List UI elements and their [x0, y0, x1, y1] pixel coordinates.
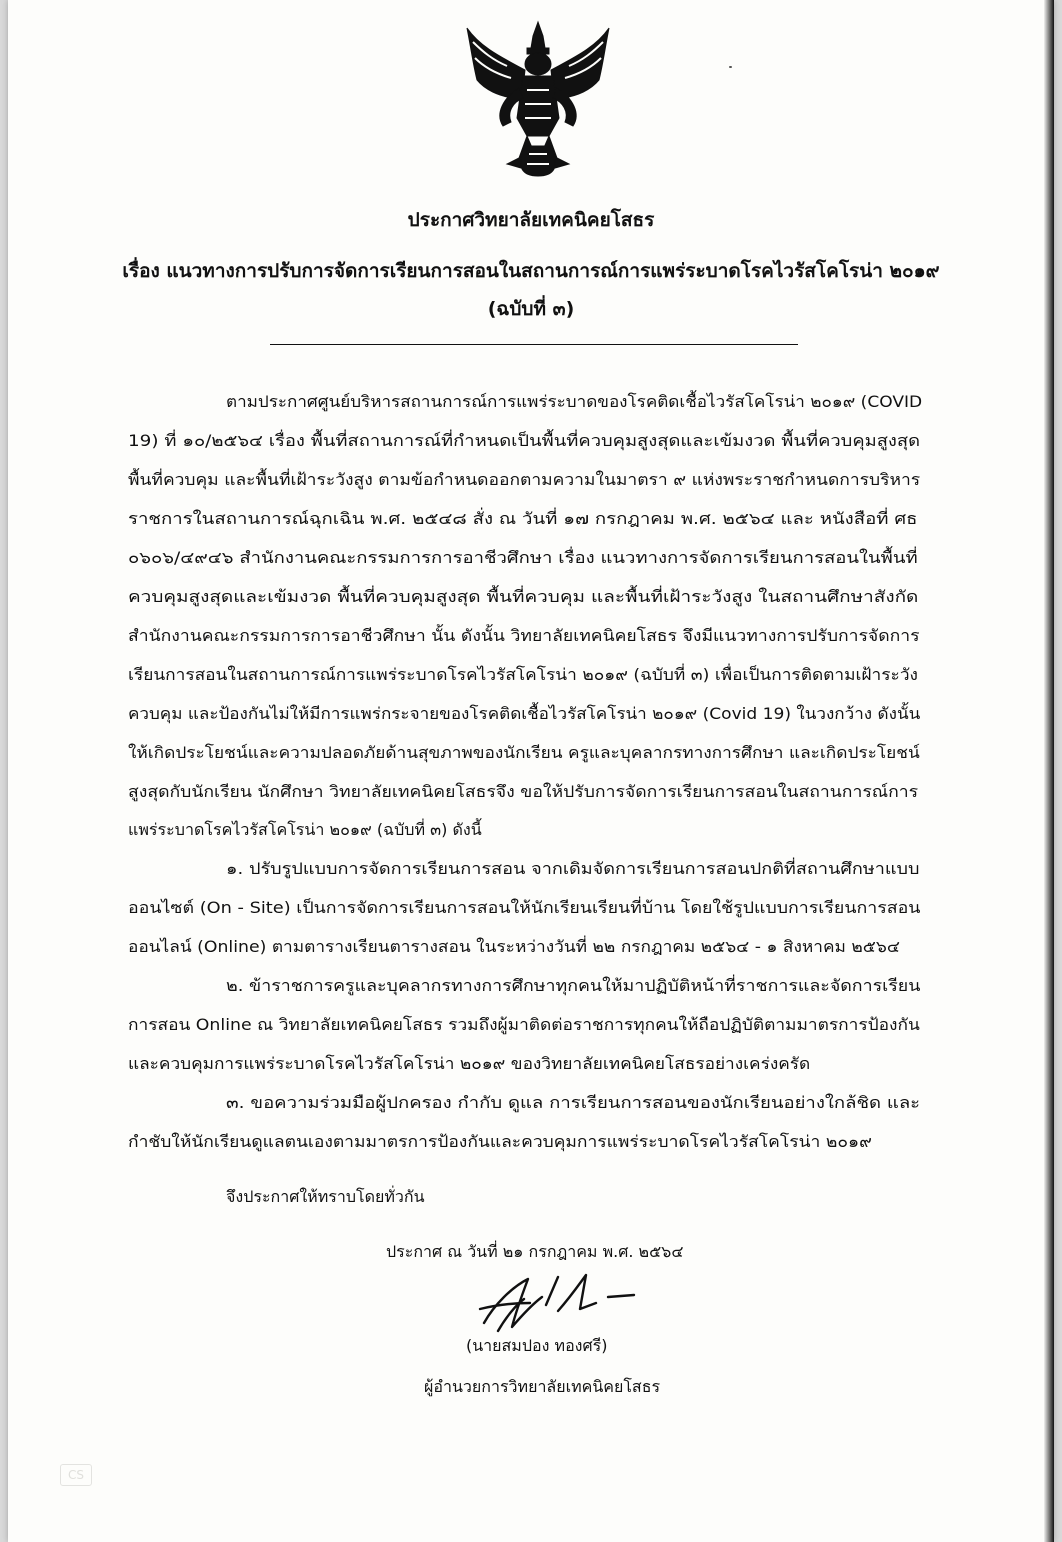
list-item-1-cont: ออนไซต์ (On - Site) เป็นการจัดการเรียนการสอนให้นักเรียนเรียนที่บ้าน โดยใช้รูปแบบการเรียนการสอน — [128, 898, 921, 917]
body-line: ควบคุม และป้องกันไม่ให้มีการแพร่กระจายของโรคติดเชื้อไวรัสโคโรน่า ๒๐๑๙ (Covid 19) ในวงกว้าง ดังนั้น — [128, 704, 921, 723]
list-item-2-cont: การสอน Online ณ วิทยาลัยเทคนิคยโสธร รวมถึงผู้มาติดต่อราชการทุกคนให้ถือปฏิบัติตามมาตรการป้องกัน — [128, 1015, 920, 1034]
list-item-2-cont: และควบคุมการแพร่ระบาดโรคไวรัสโคโรน่า ๒๐๑๙ ของวิทยาลัยเทคนิคยโสธรอย่างเคร่งครัด — [128, 1054, 811, 1073]
scan-speck — [729, 66, 732, 68]
announcement-subject: เรื่อง แนวทางการปรับการจัดการเรียนการสอนในสถานการณ์การแพร่ระบาดโรคไวรัสโคโรน่า ๒๐๑๙ — [122, 260, 940, 282]
garuda-emblem — [463, 18, 613, 178]
scanner-watermark: CS — [60, 1464, 92, 1486]
body-line: ให้เกิดประโยชน์และความปลอดภัยด้านสุขภาพของนักเรียน ครูและบุคลากรทางการศึกษา และเกิดประโยชน์ — [128, 743, 920, 762]
announcement-version: (ฉบับที่ ๓) — [487, 298, 575, 320]
body-line: แพร่ระบาดโรคไวรัสโคโรน่า ๒๐๑๙ (ฉบับที่ ๓) ดังนี้ — [128, 820, 482, 839]
announcement-title: ประกาศวิทยาลัยเทคนิคยโสธร — [407, 209, 655, 231]
signatory-position: ผู้อำนวยการวิทยาลัยเทคนิคยโสธร — [424, 1377, 661, 1396]
body-line: ตามประกาศศูนย์บริหารสถานการณ์การแพร่ระบาดของโรคติดเชื้อไวรัสโคโรน่า ๒๐๑๙ (COVID — [226, 392, 923, 411]
list-item-3: ๓. ขอความร่วมมือผู้ปกครอง กำกับ ดูแล การเรียนการสอนของนักเรียนอย่างใกล้ชิด และ — [226, 1093, 921, 1112]
body-line: 19) ที่ ๑๐/๒๕๖๔ เรื่อง พื้นที่สถานการณ์ที่กำหนดเป็นพื้นที่ควบคุมสูงสุดและเข้มงวด พื้นที่ควบคุมสูงสุด — [128, 431, 921, 450]
list-item-1-cont: ออนไลน์ (Online) ตามตารางเรียนตารางสอน ในระหว่างวันที่ ๒๒ กรกฎาคม ๒๕๖๔ - ๑ สิงหาคม ๒๕๖๔ — [128, 937, 900, 956]
list-item-3-cont: กำชับให้นักเรียนดูแลตนเองตามมาตรการป้องกันและควบคุมการแพร่ระบาดโรคไวรัสโคโรน่า ๒๐๑๙ — [128, 1132, 872, 1151]
body-line: สำนักงานคณะกรรมการการอาชีวศึกษา นั้น ดังนั้น วิทยาลัยเทคนิคยโสธร จึงมีแนวทางการปรับการจัดการ — [128, 626, 920, 645]
closing-statement: จึงประกาศให้ทราบโดยทั่วกัน — [226, 1187, 425, 1206]
body-line: ๐๖๐๖/๔๙๔๖ สำนักงานคณะกรรมการการอาชีวศึกษา เรื่อง แนวทางการจัดการเรียนการสอนในพื้นที่ — [128, 548, 918, 567]
director-signature — [476, 1265, 646, 1345]
page-edge-shadow — [1044, 0, 1054, 1542]
body-line: ควบคุมสูงสุดและเข้มงวด พื้นที่ควบคุมสูงสุด พื้นที่ควบคุม และพื้นที่เฝ้าระวังสูง ในสถานศึกษาสังกัด — [128, 587, 919, 606]
body-line: สูงสุดกับนักเรียน นักศึกษา วิทยาลัยเทคนิคยโสธรจึง ขอให้ปรับการจัดการเรียนการสอนในสถานการณ์การ — [128, 782, 919, 801]
list-item-2: ๒. ข้าราชการครูและบุคลากรทางการศึกษาทุกคนให้มาปฏิบัติหน้าที่ราชการและจัดการเรียน — [226, 976, 921, 995]
body-line: พื้นที่ควบคุม และพื้นที่เฝ้าระวังสูง ตามข้อกำหนดออกตามความในมาตรา ๙ แห่งพระราชกำหนดการบริหาร — [128, 470, 921, 489]
document-page — [8, 0, 1054, 1542]
signatory-name: (นายสมปอง ทองศรี) — [466, 1336, 608, 1355]
list-item-1: ๑. ปรับรูปแบบการจัดการเรียนการสอน จากเดิมจัดการเรียนการสอนปกติที่สถานศึกษาแบบ — [226, 859, 920, 878]
body-line: เรียนการสอนในสถานการณ์การแพร่ระบาดโรคไวรัสโคโรน่า ๒๐๑๙ (ฉบับที่ ๓) เพื่อเป็นการติดตามเฝ้าระวัง — [128, 665, 918, 684]
announcement-date: ประกาศ ณ วันที่ ๒๑ กรกฎาคม พ.ศ. ๒๕๖๔ — [386, 1242, 684, 1261]
header-divider — [270, 344, 798, 345]
body-line: ราชการในสถานการณ์ฉุกเฉิน พ.ศ. ๒๕๔๘ สั่ง ณ วันที่ ๑๗ กรกฎาคม พ.ศ. ๒๕๖๔ และ หนังสือที่ ศธ — [128, 509, 918, 528]
